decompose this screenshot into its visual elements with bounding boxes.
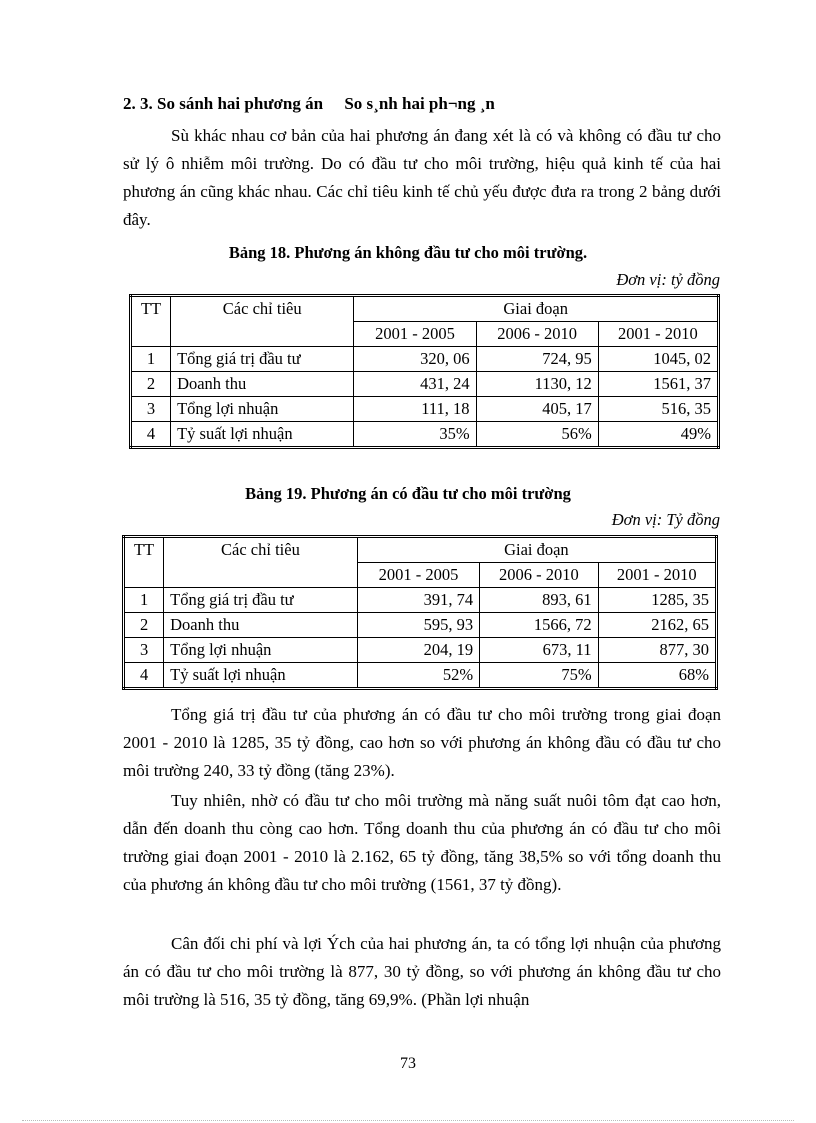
cell-value: 111, 18 (354, 397, 476, 422)
table-row (124, 638, 717, 663)
row-label: Doanh thu (164, 613, 358, 638)
row-label: Doanh thu (171, 372, 354, 397)
table19-period: 2001 - 2005 (357, 563, 479, 588)
table-row (131, 397, 719, 422)
cell-value: 405, 17 (476, 397, 598, 422)
cell-value: 516, 35 (598, 397, 718, 422)
table19-col-name: Các chỉ tiêu (164, 537, 358, 588)
table18-unit: Đơn vị: tỷ đồng (616, 270, 720, 289)
cell-value: 320, 06 (354, 347, 476, 372)
cell-value: 75% (480, 663, 598, 689)
cell-value: 673, 11 (480, 638, 598, 663)
intro-paragraph: Sù khác nhau cơ bản của hai phương án đang xét là có và không có đầu tư cho sử lý ô nhiễm môi trường. Do có đầu tư cho môi trường, hiệu quả kinh tế của hai phương án cũng khác nhau. Các chỉ tiêu kinh tế chủ yếu được đưa ra trong 2 bảng dưới đây. (123, 126, 721, 229)
section-heading-text: 2. 3. So sánh hai phương án (123, 94, 324, 113)
table-row (131, 347, 719, 372)
table-row (131, 372, 719, 397)
table19-header-row (124, 537, 717, 563)
cell-value: 595, 93 (357, 613, 479, 638)
table18-col-tt: TT (131, 296, 171, 347)
cell-value: 877, 30 (598, 638, 716, 663)
profit-paragraph: Cân đối chi phí và lợi Ých của hai phương án, ta có tổng lợi nhuận của phương án có đầu tư cho môi trường là 877, 30 tỷ đồng, so với phương án không đầu tư cho môi trường là 516, 35 tỷ đồng, tăng 69,9%. (Phần lợi nhuận (123, 934, 721, 1009)
row-label: Tổng lợi nhuận (171, 397, 354, 422)
cell-value: 1045, 02 (598, 347, 718, 372)
row-number: 4 (131, 422, 171, 448)
row-label: Tổng giá trị đầu tư (171, 347, 354, 372)
cell-value: 56% (476, 422, 598, 448)
table-row (124, 588, 717, 613)
row-label: Tỷ suất lợi nhuận (164, 663, 358, 689)
table19-period: 2006 - 2010 (480, 563, 598, 588)
row-label: Tỷ suất lợi nhuận (171, 422, 354, 448)
table18-caption: Bảng 18. Phương án không đầu tư cho môi trường. (228, 243, 588, 262)
table19-period: 2001 - 2010 (598, 563, 716, 588)
cell-value: 1561, 37 (598, 372, 718, 397)
table-row (124, 613, 717, 638)
cell-value: 893, 61 (480, 588, 598, 613)
row-number: 2 (131, 372, 171, 397)
table18-period: 2001 - 2010 (598, 322, 718, 347)
table19 (122, 535, 718, 690)
cell-value: 431, 24 (354, 372, 476, 397)
cell-value: 391, 74 (357, 588, 479, 613)
row-number: 1 (131, 347, 171, 372)
investment-paragraph: Tổng giá trị đầu tư của phương án có đầu tư cho môi trường trong giai đoạn 2001 - 2010 là 1285, 35 tỷ đồng, cao hơn so với phương án không đầu có đầu tư cho môi trường 240, 33 tỷ đồng (tăng 23%). (123, 705, 721, 780)
row-number: 2 (124, 613, 164, 638)
row-number: 1 (124, 588, 164, 613)
cell-value: 52% (357, 663, 479, 689)
table18-col-name: Các chỉ tiêu (171, 296, 354, 347)
table19-col-tt: TT (124, 537, 164, 588)
table18-col-group: Giai đoạn (354, 296, 719, 322)
row-number: 3 (131, 397, 171, 422)
table18-header-row (131, 296, 719, 322)
revenue-paragraph: Tuy nhiên, nhờ có đầu tư cho môi trường mà năng suất nuôi tôm đạt cao hơn, dẫn đến doanh thu còng cao hơn. Tổng doanh thu của phương án có đầu tư cho môi trường giai đoạn 2001 - 2010 là 2.162, 65 tỷ đồng, tăng 38,5% so với tổng doanh thu của phương án không đầu tư cho môi trường (1561, 37 tỷ đồng). (123, 791, 721, 894)
section-heading-garbled: So s¸nh hai ph¬ng ¸n (344, 94, 495, 113)
page-number: 73 (400, 1055, 416, 1072)
cell-value: 68% (598, 663, 716, 689)
cell-value: 724, 95 (476, 347, 598, 372)
table18 (129, 294, 720, 449)
section-heading (123, 94, 495, 114)
cell-value: 204, 19 (357, 638, 479, 663)
cell-value: 1566, 72 (480, 613, 598, 638)
table19-caption: Bảng 19. Phương án có đầu tư cho môi trường (245, 484, 571, 503)
row-number: 4 (124, 663, 164, 689)
row-label: Tổng lợi nhuận (164, 638, 358, 663)
cell-value: 1285, 35 (598, 588, 716, 613)
table-row (131, 422, 719, 448)
table18-period: 2001 - 2005 (354, 322, 476, 347)
page-bottom-divider (22, 1120, 794, 1121)
cell-value: 1130, 12 (476, 372, 598, 397)
cell-value: 35% (354, 422, 476, 448)
table19-unit: Đơn vị: Tỷ đồng (611, 510, 720, 529)
cell-value: 49% (598, 422, 718, 448)
table18-period: 2006 - 2010 (476, 322, 598, 347)
row-number: 3 (124, 638, 164, 663)
table-row (124, 663, 717, 689)
row-label: Tổng giá trị đầu tư (164, 588, 358, 613)
table19-col-group: Giai đoạn (357, 537, 716, 563)
cell-value: 2162, 65 (598, 613, 716, 638)
